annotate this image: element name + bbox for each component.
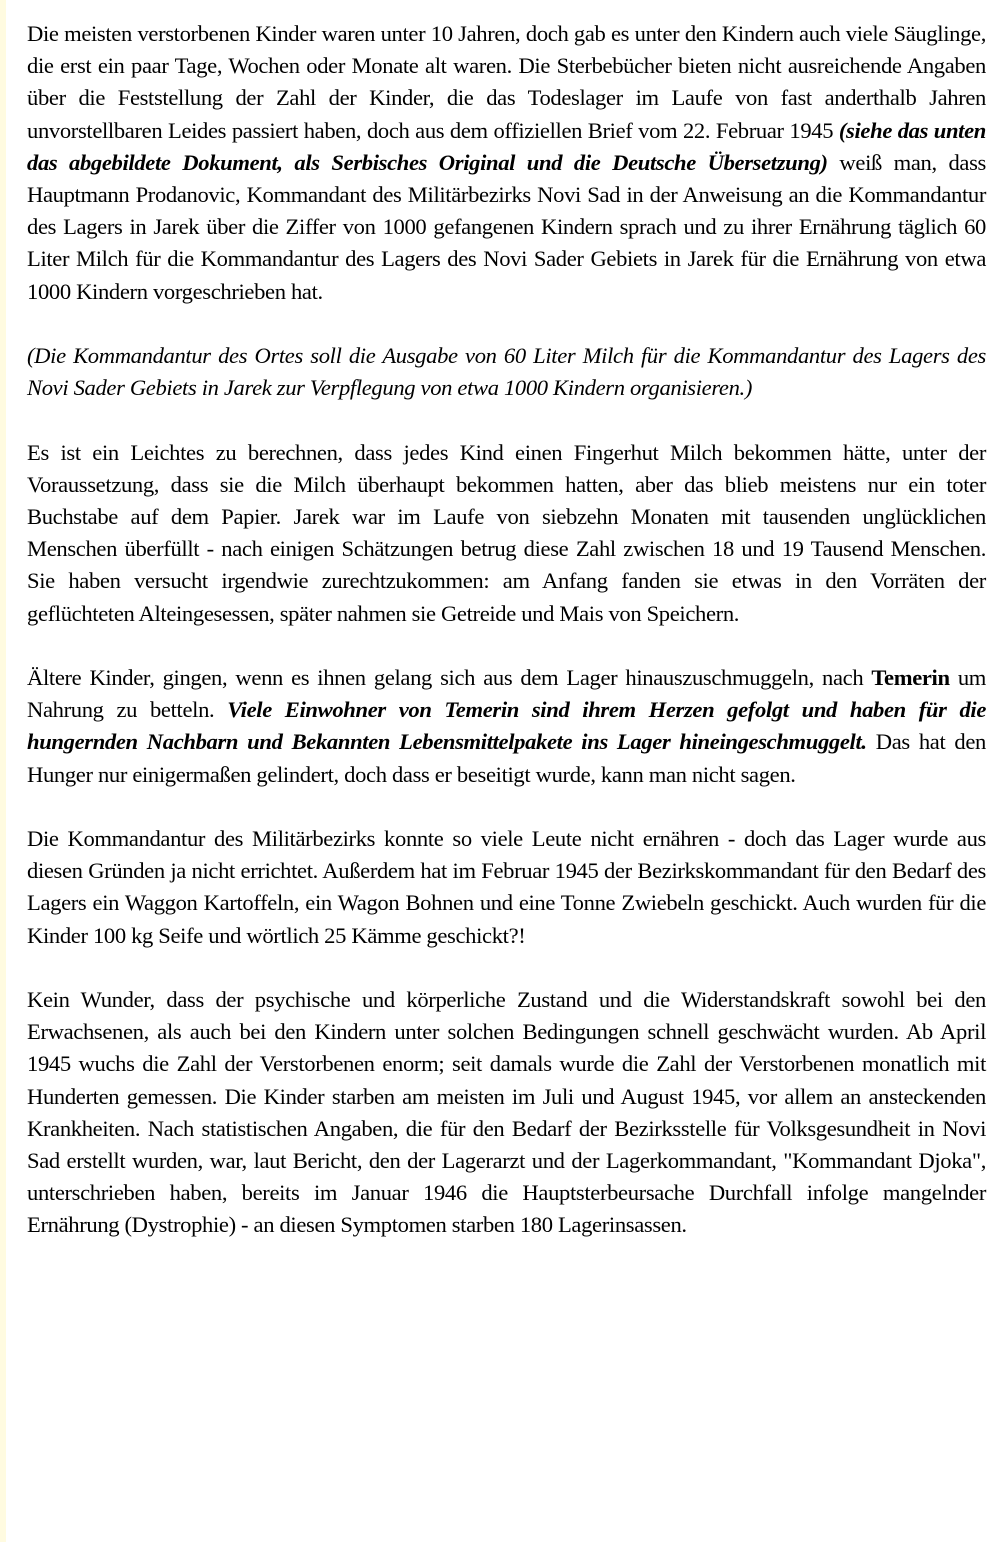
paragraph-milk-calculation [27, 437, 986, 630]
paragraph-text: Ältere Kinder, gingen, wenn es ihnen gelang sich aus dem Lager hinauszuschmuggeln, nach [27, 665, 872, 691]
paragraph-text: Es ist ein Leichtes zu berechnen, dass jedes Kind einen Fingerhut Milch bekommen hätte, unter der Voraussetzung, dass sie die Milch überhaupt bekommen hatten, aber das blieb meistens nur ein toter Buchstabe auf dem Papier. Jarek war im Laufe von siebzehn Monaten mit tausenden unglücklichen Menschen überfüllt - nach einigen Schätzungen betrug diese Zahl zwischen 18 und 19 Tausend Menschen. Sie haben versucht irgendwie zurechtzukommen: am Anfang fanden sie etwas in den Vorräten der geflüchteten Alteingesessen, später nahmen sie Getreide und Mais von Speichern. [27, 439, 986, 626]
paragraph-temerin [27, 662, 986, 791]
paragraph-children-deaths [27, 18, 986, 308]
quote-text: (Die Kommandantur des Ortes soll die Ausgabe von 60 Liter Milch für die Kommandantur des Lagers des Novi Sader Gebiets in Jarek zur Verpflegung von etwa 1000 Kindern organisieren.) [27, 343, 986, 401]
document-reference-note: (siehe das unten das abgebildete Dokument, als Serbisches Original und die Deutsche Übersetzung) [27, 117, 986, 175]
paragraph-text: weiß man, dass Hauptmann Prodanovic, Kommandant des Militärbezirks Novi Sad in der Anweisung an die Kommandantur des Lagers in Jarek über die Ziffer von 1000 gefangenen Kindern sprach und zu ihrer Ernährung täglich 60 Liter Milch für die Kommandantur des Lagers des Novi Sader Gebiets in Jarek für die Ernährung von etwa 1000 Kindern vorgeschrieben hat. [27, 149, 986, 304]
document-body [27, 18, 986, 1242]
place-name-temerin: Temerin [871, 665, 950, 691]
paragraph-health-condition [27, 984, 986, 1242]
paragraph-text: Das hat den Hunger nur einigermaßen gelindert, doch dass er beseitigt wurde, kann man nicht sagen. [27, 729, 986, 787]
paragraph-supplies [27, 823, 986, 952]
emphasized-statement: Viele Einwohner von Temerin sind ihrem Herzen gefolgt und haben für die hungernden Nachbarn und Bekannten Lebensmittelpakete ins Lager hineingeschmuggelt. [27, 697, 986, 755]
paragraph-text: Kein Wunder, dass der psychische und körperliche Zustand und die Widerstandskraft sowohl bei den Erwachsenen, als auch bei den Kindern unter solchen Bedingungen schnell geschwächt wurden. Ab April 1945 wuchs die Zahl der Verstorbenen enorm; seit damals wurde die Zahl der Verstorbenen monatlich mit Hunderten gemessen. Die Kinder starben am meisten im Juli und August 1945, vor allem an ansteckenden Krankheiten. Nach statistischen Angaben, die für den Bedarf der Bezirksstelle für Volksgesundheit in Novi Sad erstellt wurden, war, laut Bericht, den der Lagerarzt und der Lagerkommandant, "Kommandant Djoka", unterschrieben haben, bereits im Januar 1946 die Hauptsterbeursache Durchfall infolge mangelnder Ernährung (Dystrophie) - an diesen Symptomen starben 180 Lagerinsassen. [27, 987, 986, 1238]
paragraph-quote-translation [27, 340, 986, 404]
paragraph-text: Die meisten verstorbenen Kinder waren unter 10 Jahren, doch gab es unter den Kindern auch viele Säuglinge, die erst ein paar Tage, Wochen oder Monate alt waren. Die Sterbebücher bieten nicht ausreichende Angaben über die Feststellung der Zahl der Kinder, die das Todeslager im Laufe von fast anderthalb Jahren unvorstellbaren Leides passiert haben, doch aus dem offiziellen Brief vom 22. Februar 1945 [27, 21, 986, 143]
paragraph-text: Die Kommandantur des Militärbezirks konnte so viele Leute nicht ernähren - doch das Lager wurde aus diesen Gründen ja nicht errichtet. Außerdem hat im Februar 1945 der Bezirkskommandant für den Bedarf des Lagers ein Waggon Kartoffeln, ein Wagon Bohnen und eine Tonne Zwiebeln geschickt. Auch wurden für die Kinder 100 kg Seife und wörtlich 25 Kämme geschickt?! [27, 826, 986, 948]
paragraph-text: um Nahrung zu betteln. [27, 665, 986, 723]
